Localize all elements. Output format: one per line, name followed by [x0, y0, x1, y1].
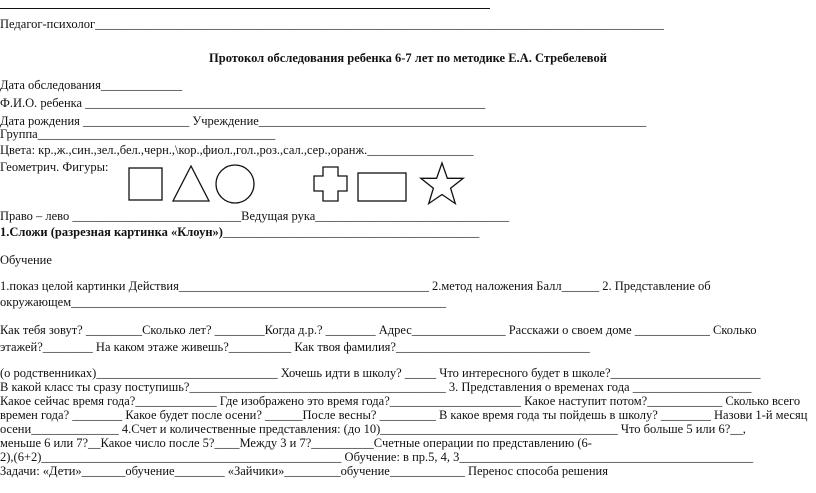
dense-line2: В какой класс ты сразу поступишь?_________________________________________ 3. Представления о временах года ___________________: [0, 380, 752, 394]
shapes-label: Геометрич. Фигуры:: [0, 160, 109, 174]
dense-line4: времен года? ________ Какое будет после осени? ______После весны? _________ В какое время года ты пойдешь в школу? ________ Назови 1-й месяц: [0, 408, 808, 422]
birth-institution-line: Дата рождения _________________ Учреждение______________________________________________________________: [0, 114, 647, 128]
dense-line8: Задачи: «Дети»_______обучение________ «Зайчики»_________обучение____________ Перенос способа решения: [0, 464, 608, 478]
top-rule: [0, 8, 490, 9]
section1-line2: окружающем____________________________________________________________: [0, 295, 447, 309]
child-name-line: Ф.И.О. ребенка ________________________________________________________________: [0, 96, 486, 110]
dense-line3: Какое сейчас время года?_____________ Где изображено это время года?_____________________ Какое наступит потом?____________ Сколько всего: [0, 394, 801, 408]
section1-line1: 1.показ целой картинки Действия________________________________________ 2.метод наложения Балл______ 2. Представление об: [0, 279, 711, 293]
section1-title-line: [0, 225, 479, 240]
geometric-shapes: [128, 160, 488, 208]
psychologist-line: Педагог-психолог___________________________________________________________________________________________: [0, 17, 664, 31]
triangle-shape: [173, 166, 209, 201]
section1-title-blank: _________________________________________: [222, 225, 480, 239]
dense-line5: осени______________ 4.Счет и количественные представления: (до 10)______________________________________ Что больше 5 или 6?__,: [0, 422, 746, 436]
square-shape: [129, 168, 162, 200]
training-label: Обучение: [0, 253, 52, 267]
dense-line6: меньше 6 или 7?__Какое число после 5?____Между 3 и 7?__________Счетные операции по представлению (6-: [0, 436, 592, 450]
dense-line1: (о родственниках)_____________________________ Хочешь идти в школу? _____ Что интересного будет в школе?________________________: [0, 366, 761, 380]
colors-line: Цвета: кр.,ж.,син.,зел.,бел.,черн.,\кор.,фиол.,гол.,роз.,сал.,сер.,оранж._________________: [0, 143, 474, 157]
exam-date-line: Дата обследования_____________: [0, 78, 183, 92]
section1-title: 1.Сложи (разрезная картинка «Клоун»): [0, 225, 223, 239]
document-title: Протокол обследования ребенка 6-7 лет по методике Е.А. Стребелевой: [209, 51, 607, 65]
star-shape: [421, 163, 463, 204]
right-left-line: Право – лево ___________________________Ведущая рука_______________________________: [0, 209, 510, 223]
rectangle-shape: [358, 173, 406, 201]
circle-shape: [216, 165, 254, 203]
cross-shape: [314, 167, 347, 201]
group-line: Группа______________________________________: [0, 127, 276, 141]
questions-line1: Как тебя зовут? _________Сколько лет? ________Когда д.р.? ________ Адрес_______________ Расскажи о своем доме ____________ Сколько: [0, 323, 757, 337]
questions-line2: этажей?________ На каком этаже живешь?__________ Как твоя фамилия?_______________________________: [0, 340, 590, 354]
dense-line7: 2),(6+2)________________________________________________ Обучение: в пр.5, 4, 3_______________________________________________: [0, 450, 754, 464]
